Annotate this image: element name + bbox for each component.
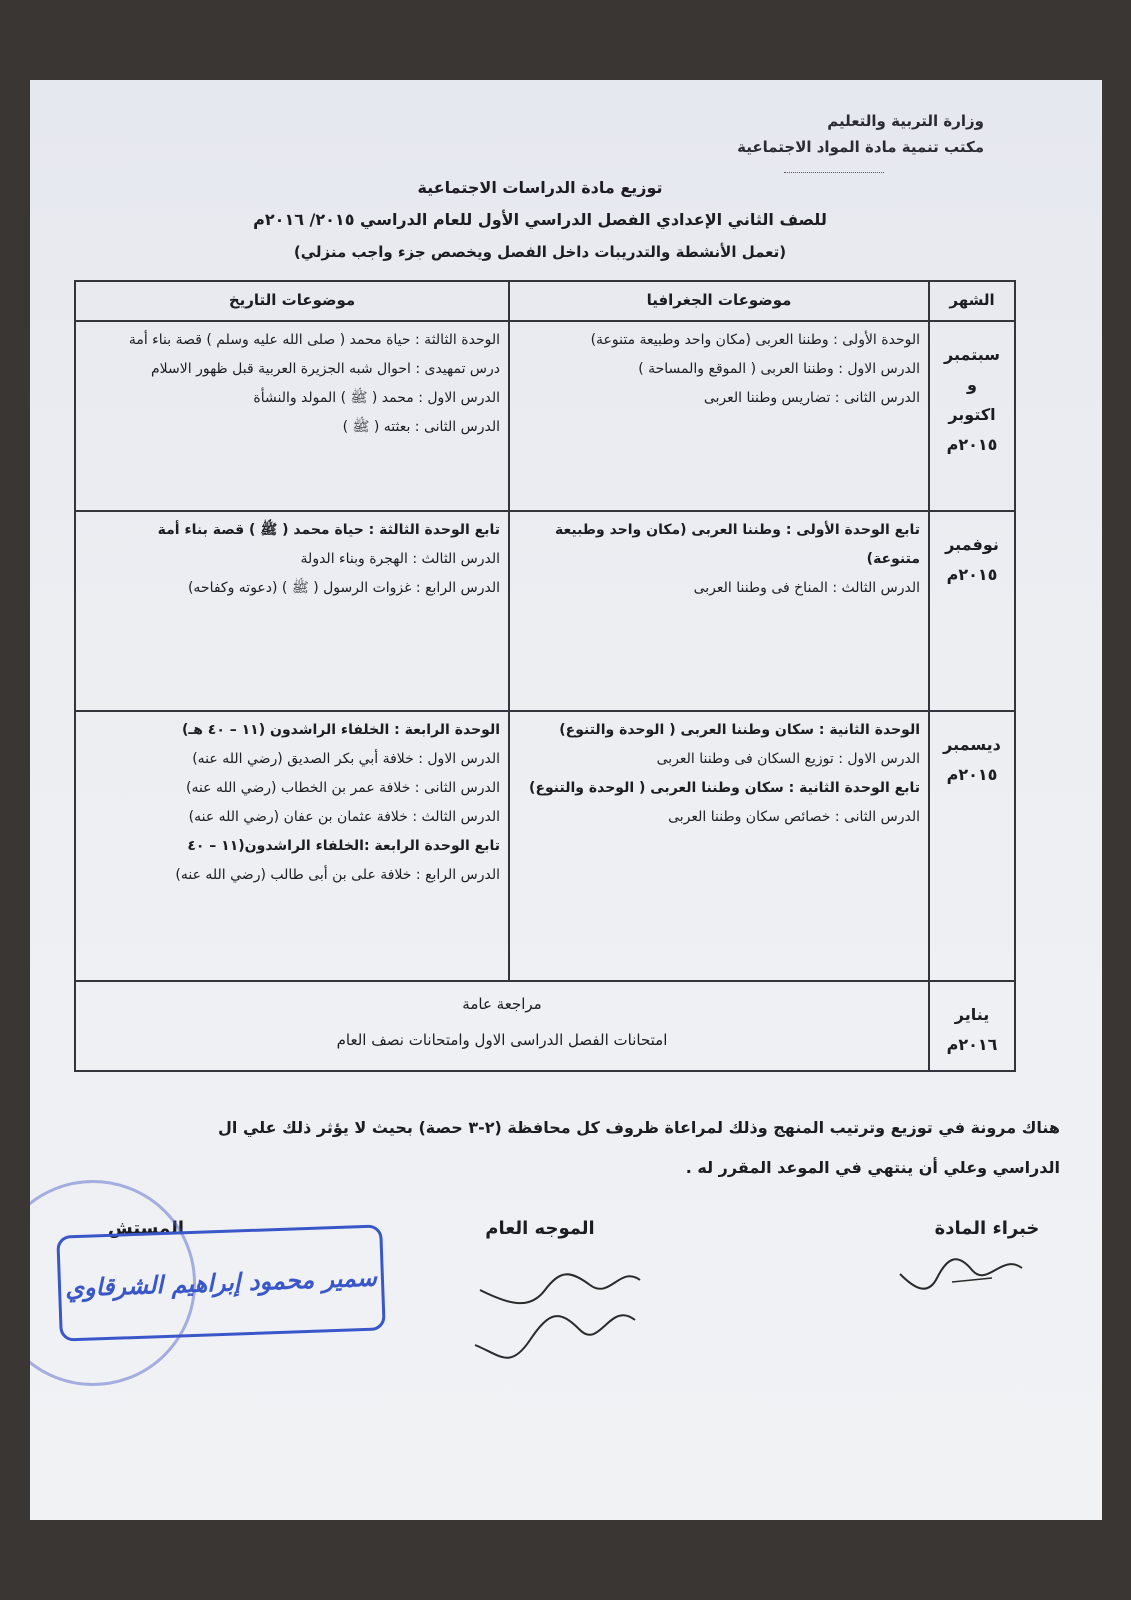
ministry-header <box>737 108 984 160</box>
title-line-3: (تعمل الأنشطة والتدريبات داخل الفصل ويخصص جزء واجب منزلي) <box>293 243 787 261</box>
month-cell <box>929 981 1015 1071</box>
name-stamp: سمير محمود إبراهيم الشرقاوي <box>56 1224 386 1341</box>
history-cell <box>75 511 509 711</box>
review-line: مراجعة عامة <box>462 995 542 1013</box>
lesson-title: الدرس الاول : توزيع السكان فى وطننا العربى <box>656 751 920 767</box>
experts-signature-label: خبراء المادة <box>934 1218 1040 1239</box>
lesson-title: درس تمهيدى : احوال شبه الجزيرة العربية قبل ظهور الاسلام <box>151 361 500 377</box>
lesson-title: الدرس الثانى : بعثته ( ﷺ ) <box>342 419 500 435</box>
header-month: الشهر <box>929 281 1015 321</box>
document-title <box>230 172 850 268</box>
unit-title: تابع الوحدة الأولى : وطننا العربى (مكان واحد وطبيعة متنوعة) <box>554 522 920 567</box>
curriculum-table <box>74 280 1016 1072</box>
office-name: مكتب تنمية مادة المواد الاجتماعية <box>737 138 984 156</box>
unit-title: تابع الوحدة الثالثة : حياة محمد ( ﷺ ) قصة بناء أمة <box>157 522 500 538</box>
month-year: ٢٠١٥م <box>946 565 998 584</box>
unit-title: الوحدة الأولى : وطننا العربى (مكان واحد وطبيعة متنوعة) <box>590 332 920 348</box>
month-year: ٢٠١٥م <box>946 765 998 784</box>
ministry-name: وزارة التربية والتعليم <box>827 112 984 130</box>
geography-cell <box>509 711 929 981</box>
month-name: نوفمبر <box>945 535 999 554</box>
geography-cell <box>509 321 929 511</box>
note-line: الدراسي وعلي أن ينتهي في الموعد المقرر له . <box>685 1158 1060 1177</box>
month-name: اكتوبر <box>948 405 996 424</box>
header-history: موضوعات التاريخ <box>75 281 509 321</box>
unit-title: الوحدة الرابعة : الخلفاء الراشدون (١١ – ٤٠ هـ) <box>182 722 500 738</box>
lesson-title: الدرس الاول : محمد ( ﷺ ) المولد والنشأة <box>253 390 500 406</box>
lesson-title: الدرس الثالث : خلافة عثمان بن عفان (رضي الله عنه) <box>188 809 500 825</box>
lesson-title: الدرس الاول : خلافة أبي بكر الصديق (رضي الله عنه) <box>192 751 500 767</box>
table-row <box>75 711 1015 981</box>
lesson-title: الدرس الثالث : المناخ فى وطننا العربى <box>693 580 920 596</box>
month-cell <box>929 711 1015 981</box>
header-geography: موضوعات الجغرافيا <box>509 281 929 321</box>
lesson-title: الدرس الاول : وطننا العربى ( الموقع والمساحة ) <box>638 361 920 377</box>
director-signature-label: الموجه العام <box>485 1218 595 1239</box>
month-cell <box>929 321 1015 511</box>
month-name: و <box>967 375 977 394</box>
note-line: هناك مرونة في توزيع وترتيب المنهج وذلك لمراعاة ظروف كل محافظة (٢-٣ حصة) بحيث لا يؤثر ذلك علي ال <box>218 1118 1060 1137</box>
advisor-signature-label: المستش <box>107 1218 184 1239</box>
month-year: ٢٠١٦م <box>946 1035 998 1054</box>
director-signature <box>460 1260 660 1370</box>
month-cell <box>929 511 1015 711</box>
lesson-title: الدرس الرابع : خلافة على بن أبى طالب (رضي الله عنه) <box>175 867 500 883</box>
table-row <box>75 511 1015 711</box>
lesson-title: الدرس الرابع : غزوات الرسول ( ﷺ ) (دعوته وكفاحه) <box>187 580 500 596</box>
unit-title: الوحدة الثانية : سكان وطننا العربى ( الوحدة والتنوع) <box>559 722 920 738</box>
table-row <box>75 321 1015 511</box>
month-year: ٢٠١٥م <box>946 435 998 454</box>
unit-title: تابع الوحدة الثانية : سكان وطننا العربى ( الوحدة والتنوع) <box>529 780 920 796</box>
lesson-title: الدرس الثانى : تضاريس وطننا العربى <box>703 390 920 406</box>
unit-title: الوحدة الثالثة : حياة محمد ( صلى الله عليه وسلم ) قصة بناء أمة <box>128 332 500 348</box>
document-page <box>30 80 1102 1520</box>
history-cell <box>75 711 509 981</box>
experts-signature <box>892 1248 1032 1298</box>
lesson-title: الدرس الثانى : خصائص سكان وطننا العربى <box>668 809 920 825</box>
lesson-title: الدرس الثانى : خلافة عمر بن الخطاب (رضي الله عنه) <box>185 780 500 796</box>
review-cell <box>75 981 929 1071</box>
title-line-1: توزيع مادة الدراسات الاجتماعية <box>417 178 663 197</box>
month-name: يناير <box>954 1005 990 1024</box>
table-row-final <box>75 981 1015 1071</box>
unit-title: تابع الوحدة الرابعة :الخلفاء الراشدون(١١ – ٤٠ <box>187 838 500 854</box>
geography-cell <box>509 511 929 711</box>
flexibility-note <box>50 1108 1060 1188</box>
month-name: ديسمبر <box>943 735 1001 754</box>
exam-line: امتحانات الفصل الدراسى الاول وامتحانات نصف العام <box>336 1031 668 1049</box>
title-line-2: للصف الثاني الإعدادي الفصل الدراسي الأول للعام الدراسي ٢٠١٥/ ٢٠١٦م <box>253 210 827 229</box>
month-name: سبتمبر <box>943 345 1000 364</box>
history-cell <box>75 321 509 511</box>
lesson-title: الدرس الثالث : الهجرة وبناء الدولة <box>300 551 500 567</box>
table-header-row <box>75 281 1015 321</box>
